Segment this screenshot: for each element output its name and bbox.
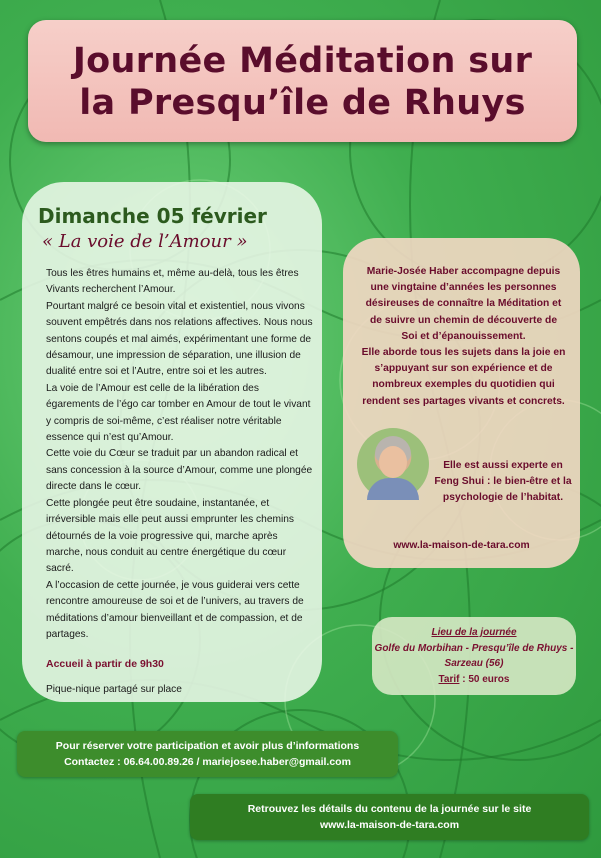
portrait-photo bbox=[357, 428, 429, 500]
title-line-2: la Presqu’île de Rhuys bbox=[79, 83, 526, 123]
paragraph: Pourtant malgré ce besoin vital et existentiel, nous vivons souvent empêtrés dans nos relations affectives. Nous nous sentons coupés et mal aimés, expérimentant une forme de désamour, une impression de séparation, une illusion de dualité entre soi et l’Autre, entre soi et les autres. bbox=[46, 300, 313, 378]
details-line-1: Retrouvez les détails du contenu de la journée sur le site bbox=[247, 803, 532, 815]
tarif-value: : 50 euros bbox=[459, 673, 510, 685]
page-title bbox=[28, 20, 577, 124]
reservation-line-1: Pour réserver votre participation et avoir plus d’informations bbox=[55, 740, 360, 752]
paragraph: A l’occasion de cette journée, je vous guiderai vers cette rencontre amoureuse de soi et de l’univers, au travers de méditations d’amour bienveillant et de compassion, et de partages. bbox=[46, 579, 304, 640]
accueil-time: Accueil à partir de 9h30 bbox=[46, 658, 164, 670]
event-description bbox=[46, 266, 314, 643]
bio-feng-shui: Elle est aussi experte en Feng Shui : le bien-être et la psychologie de l’habitat. bbox=[434, 460, 572, 504]
reservation-contact[interactable]: Contactez : 06.64.00.89.26 / mariejosee.haber@gmail.com bbox=[64, 756, 351, 768]
event-date: Dimanche 05 février bbox=[38, 204, 267, 228]
paragraph: La voie de l’Amour est celle de la libération des égarements de l’égo car tomber en Amour de tout le vivant y compris de soi-même, c’est réaliser notre véritable essence qui n’est qu’Amour. bbox=[46, 382, 311, 444]
details-banner bbox=[190, 794, 589, 840]
paragraph: Tous les êtres humains et, même au-delà, tous les êtres Vivants recherchent l’Amour. bbox=[46, 268, 299, 296]
title-line-1: Journée Méditation sur bbox=[72, 41, 533, 81]
title-banner bbox=[28, 20, 577, 142]
reservation-banner bbox=[17, 731, 398, 777]
bio-approach: Elle aborde tous les sujets dans la joie en s’appuyant sur son expérience et de nombreux exemples du quotidien qui rendent ses partages vivants et concrets. bbox=[361, 347, 566, 407]
event-description-panel bbox=[22, 182, 322, 702]
bio-text bbox=[361, 264, 566, 410]
paragraph: Cette plongée peut être soudaine, instantanée, et irréversible mais elle peut aussi emprunter les chemins détournés de la voie progressive qui, marche après marche, nous conduit au centre énergétique du cœur sacré. bbox=[46, 497, 294, 575]
bio-intro: Marie-Josée Haber accompagne depuis une vingtaine d’années les personnes désireuses de connaître la Méditation et de suivre un chemin de découverte de Soi et d’épanouissement. bbox=[365, 266, 562, 342]
paragraph: Cette voie du Cœur se traduit par un abandon radical et sans concession à la source d’Amour, comme une plongée directe dans le cœur. bbox=[46, 448, 313, 493]
tarif-line bbox=[439, 674, 510, 685]
location-price-box bbox=[372, 617, 576, 695]
lieu-value: Golfe du Morbihan - Presqu’île de Rhuys - Sarzeau (56) bbox=[374, 642, 574, 669]
bio-panel bbox=[343, 238, 580, 568]
website-link[interactable]: www.la-maison-de-tara.com bbox=[393, 540, 530, 551]
event-subtitle: « La voie de l’Amour » bbox=[42, 231, 248, 252]
lieu-label: Lieu de la journée bbox=[431, 627, 517, 638]
tarif-label: Tarif bbox=[438, 673, 460, 685]
details-website-link[interactable]: www.la-maison-de-tara.com bbox=[319, 819, 460, 831]
pique-nique-note: Pique-nique partagé sur place bbox=[46, 684, 182, 695]
